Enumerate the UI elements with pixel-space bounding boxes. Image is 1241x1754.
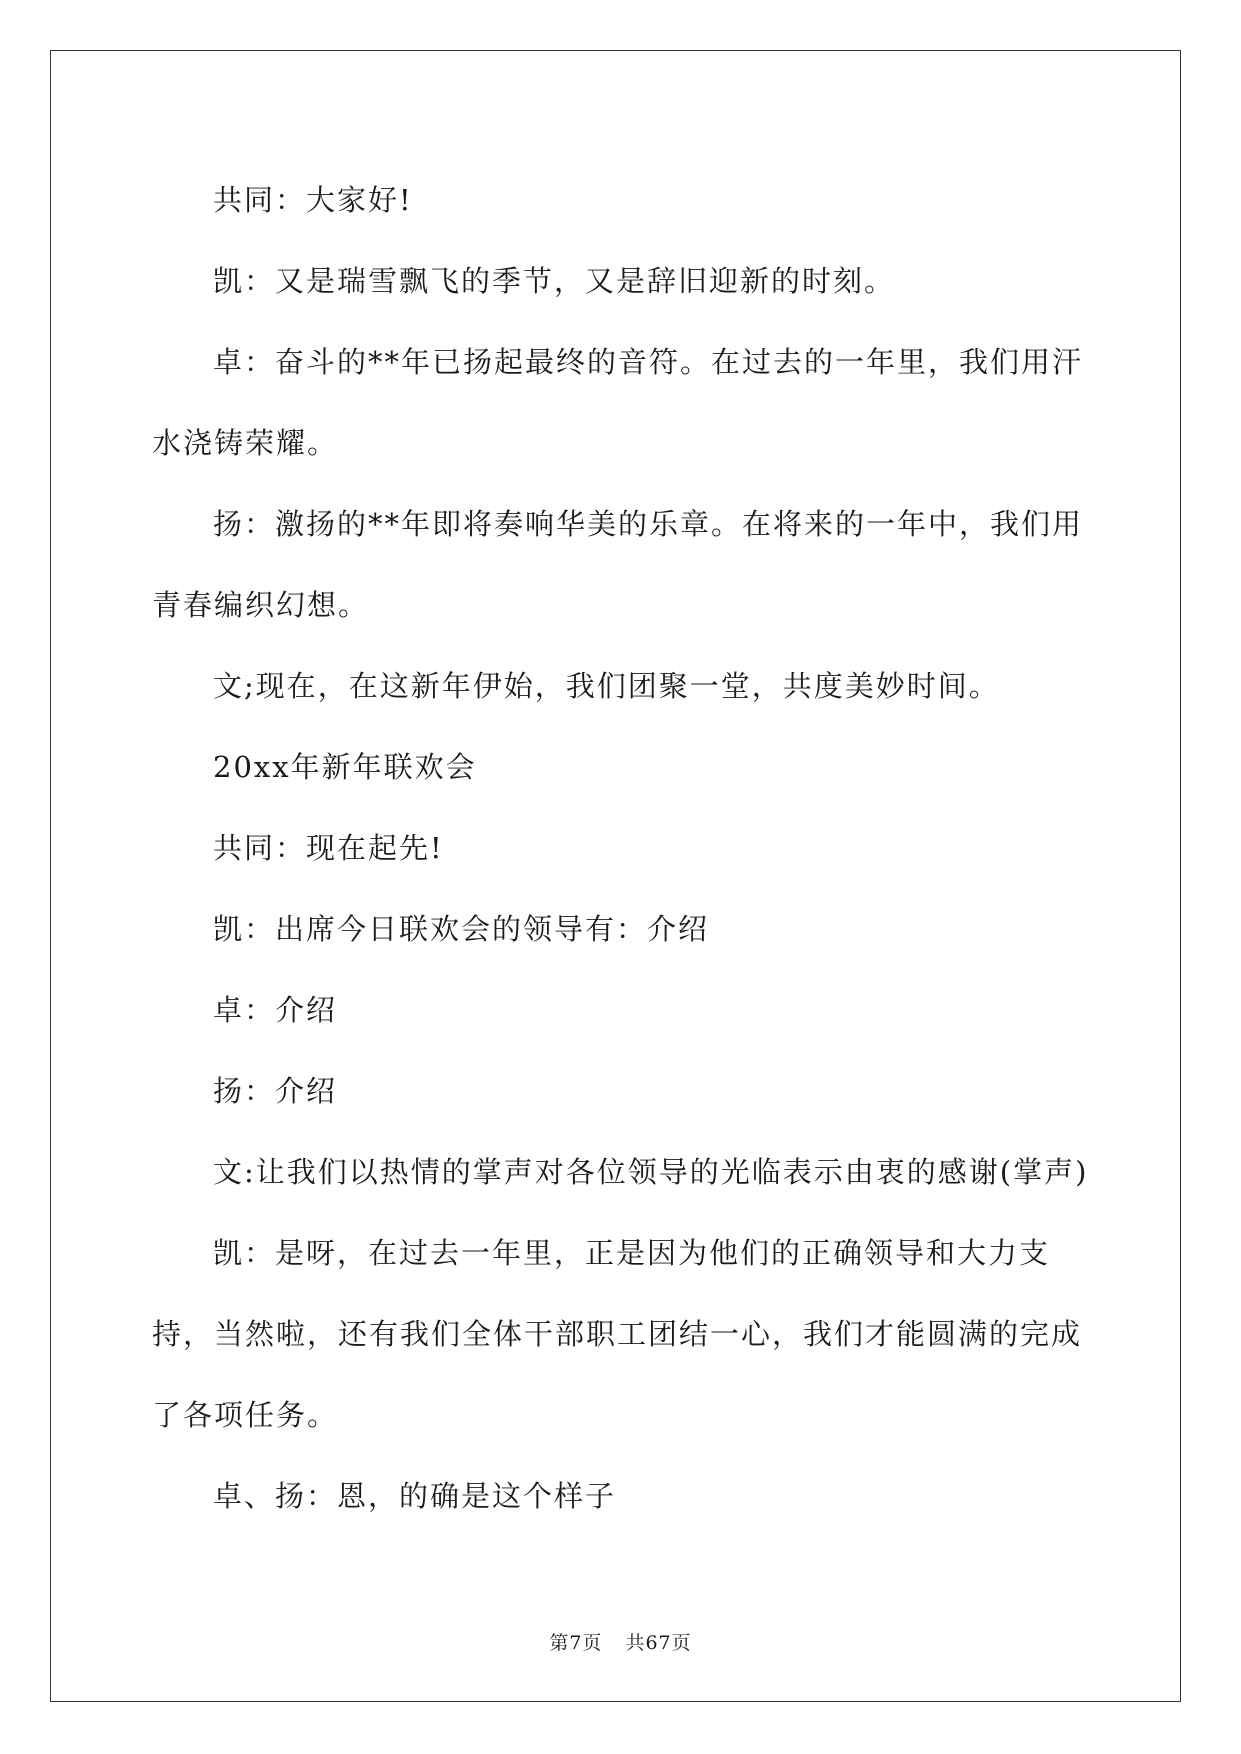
paragraph: 卓：介绍 [213, 993, 338, 1027]
paragraph: 凯：出席今日联欢会的领导有：介绍 [213, 912, 710, 946]
paragraph: 凯：又是瑞雪飘飞的季节，又是辞旧迎新的时刻。 [213, 264, 896, 298]
paragraph: 卓、扬：恩，的确是这个样子 [213, 1479, 617, 1513]
document-body [152, 160, 1092, 1537]
paragraph: 卓：奋斗的**年已扬起最终的音符。在过去的一年里，我们用汗水浇铸荣耀。 [152, 345, 1084, 460]
page-footer [0, 1628, 1241, 1655]
page-total: 共67页 [625, 1632, 692, 1654]
paragraph: 文:让我们以热情的掌声对各位领导的光临表示由衷的感谢(掌声) [213, 1155, 1089, 1189]
paragraph: 文;现在，在这新年伊始，我们团聚一堂，共度美妙时间。 [213, 669, 1000, 703]
paragraph: 共同：大家好! [213, 183, 413, 217]
paragraph: 20xx年新年联欢会 [213, 750, 477, 784]
paragraph: 共同：现在起先! [213, 831, 444, 865]
paragraph: 扬：激扬的**年即将奏响华美的乐章。在将来的一年中，我们用青春编织幻想。 [152, 507, 1084, 622]
page-number: 第7页 [549, 1632, 603, 1654]
paragraph: 扬：介绍 [213, 1074, 338, 1108]
paragraph: 凯：是呀，在过去一年里，正是因为他们的正确领导和大力支持，当然啦，还有我们全体干部职工团结一心，我们才能圆满的完成了各项任务。 [152, 1236, 1083, 1432]
